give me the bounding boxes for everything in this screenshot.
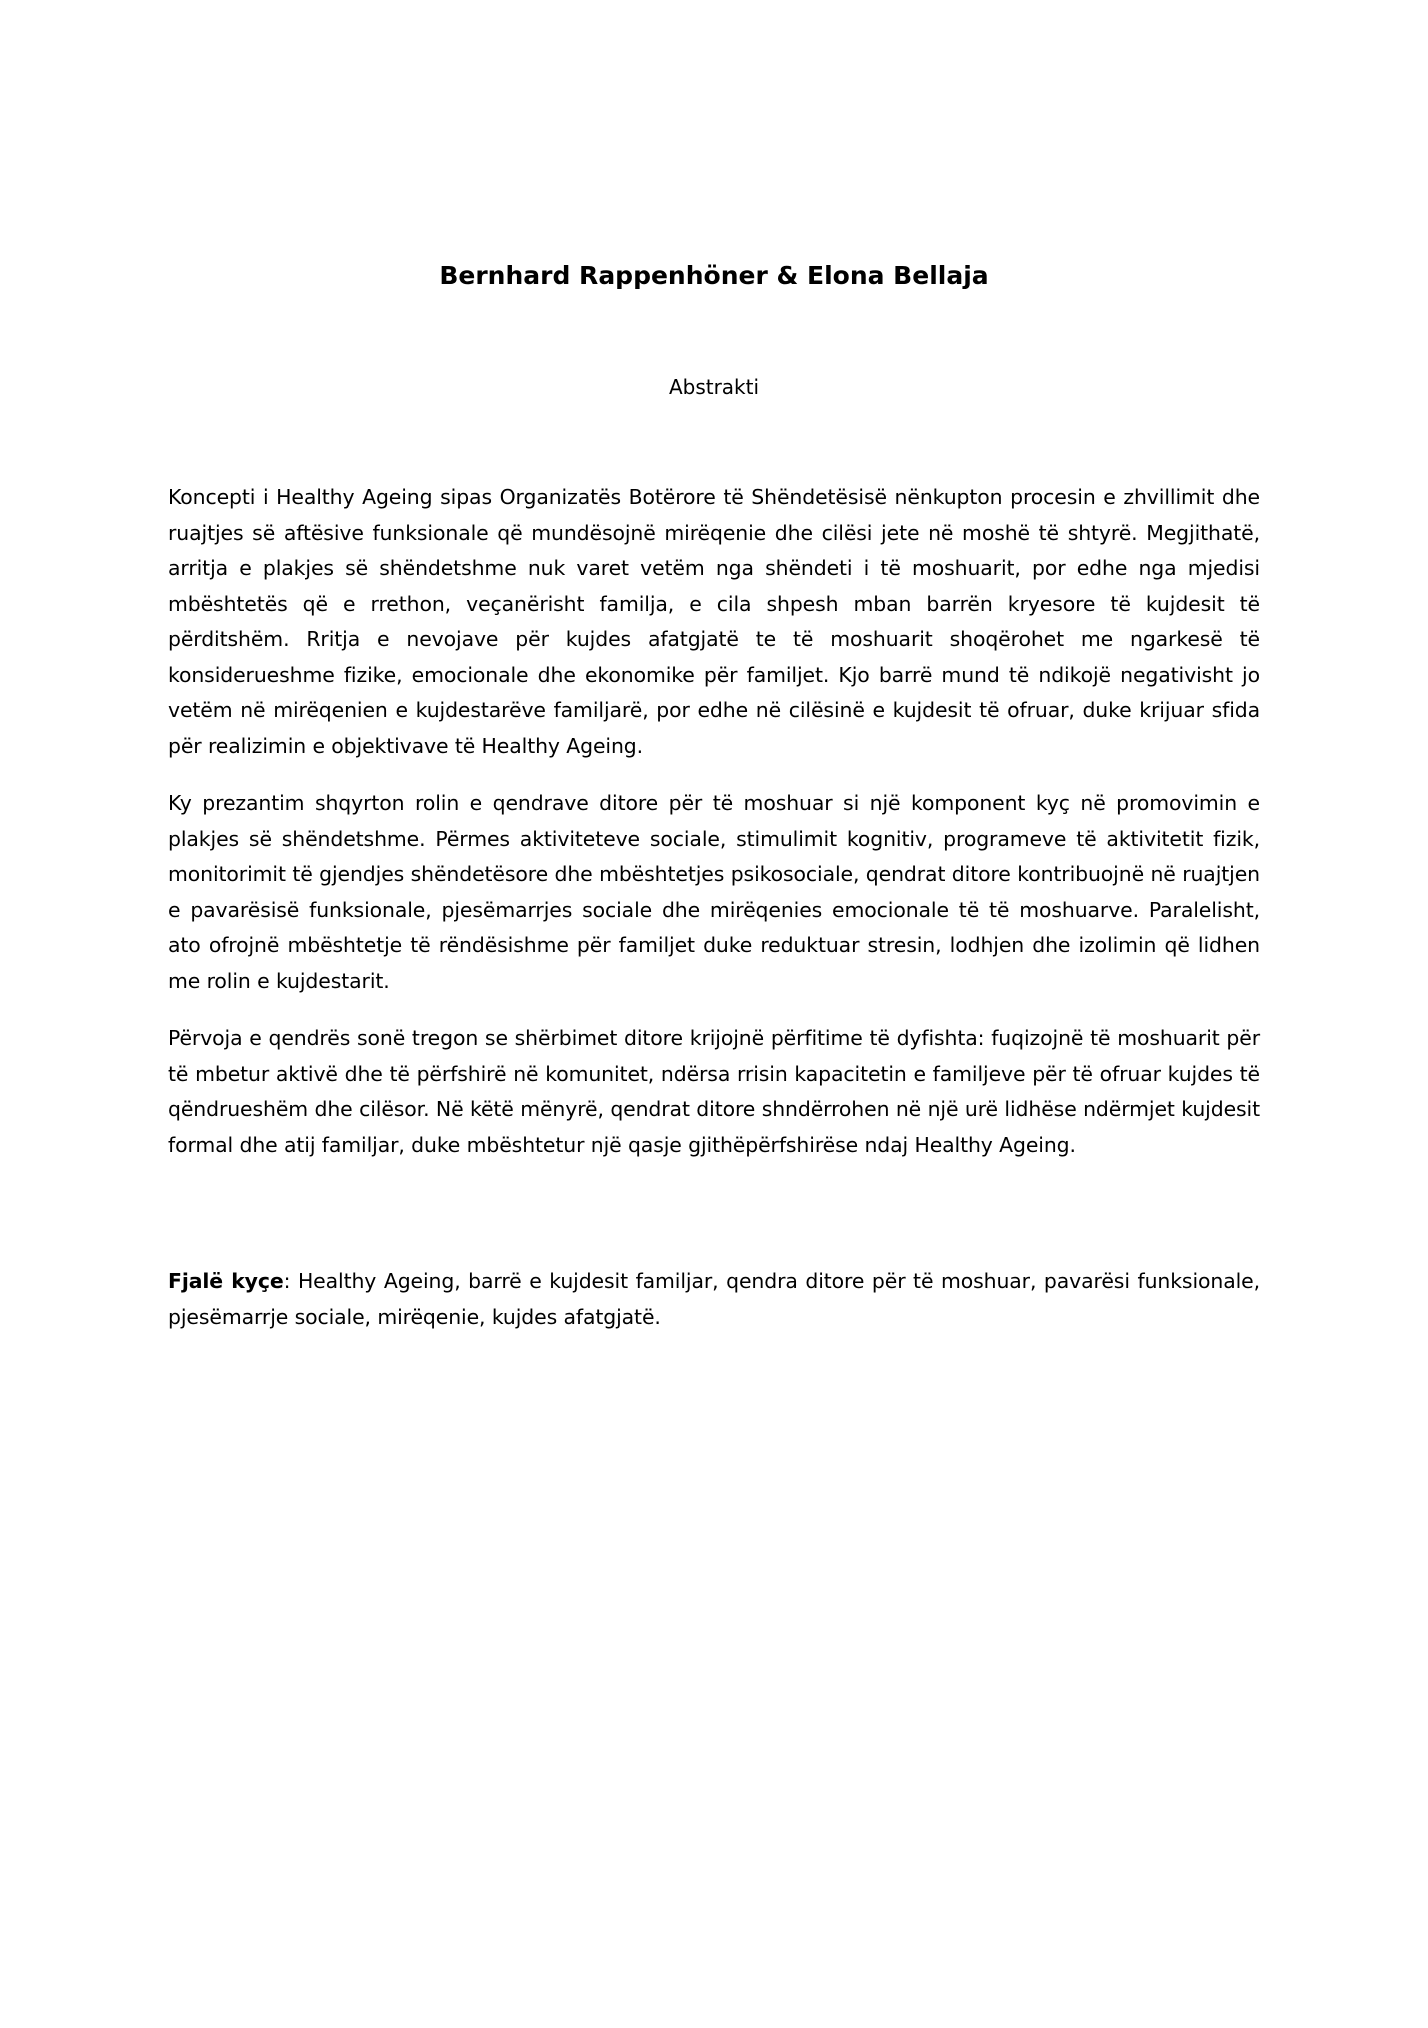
abstract-paragraph-3: Përvoja e qendrës sonë tregon se shërbimet ditore krijojnë përfitime të dyfishta: fuqizojnë të moshuarit për të mbetur aktivë dhe të përfshirë në komunitet, ndërsa rrisin kapacitetin e familjeve për të ofruar kujdes të qëndrueshëm dhe cilësor. Në këtë mënyrë, qendrat ditore shndërrohen në një urë lidhëse ndërmjet kujdesit formal dhe atij familjar, duke mbështetur një qasje gjithëpërfshirëse ndaj Healthy Ageing. [168, 1026, 1260, 1157]
keywords-label: Fjalë kyçe [168, 1269, 284, 1293]
keywords [168, 1264, 1260, 1335]
keywords-separator: : [283, 1269, 291, 1293]
abstract-paragraph-2: Ky prezantim shqyrton rolin e qendrave ditore për të moshuar si një komponent kyç në promovimin e plakjes së shëndetshme. Përmes aktiviteteve sociale, stimulimit kognitiv, programeve të aktivitetit fizik, monitorimit të gjendjes shëndetësore dhe mbështetjes psikosociale, qendrat ditore kontribuojnë në ruajtjen e pavarësisë funksionale, pjesëmarrjes sociale dhe mirëqenies emocionale të të moshuarve. Paralelisht, ato ofrojnë mbështetje të rëndësishme për familjet duke reduktuar stresin, lodhjen dhe izolimin që lidhen me rolin e kujdestarit. [168, 791, 1260, 993]
abstract-paragraph-1: Koncepti i Healthy Ageing sipas Organizatës Botërore të Shëndetësisë nënkupton procesin e zhvillimit dhe ruajtjes së aftësive funksionale që mundësojnë mirëqenie dhe cilësi jete në moshë të shtyrë. Megjithatë, arritja e plakjes së shëndetshme nuk varet vetëm nga shëndeti i të moshuarit, por edhe nga mjedisi mbështetës që e rrethon, veçanërisht familja, e cila shpesh mban barrën kryesore të kujdesit të përditshëm. Rritja e nevojave për kujdes afatgjatë te të moshuarit shoqërohet me ngarkesë të konsiderueshme fizike, emocionale dhe ekonomike për familjet. Kjo barrë mund të ndikojë negativisht jo vetëm në mirëqenien e kujdestarëve familjarë, por edhe në cilësinë e kujdesit të ofruar, duke krijuar sfida për realizimin e objektivave të Healthy Ageing. [168, 485, 1260, 758]
author-names: Bernhard Rappenhöner & Elona Bellaja [439, 261, 989, 290]
abstract-heading: Abstrakti [668, 375, 760, 399]
abstract-body [168, 480, 1260, 1185]
keywords-list: Healthy Ageing, barrë e kujdesit familjar, qendra ditore për të moshuar, pavarësi funksionale, pjesëmarrje sociale, mirëqenie, kujdes afatgjatë. [168, 1269, 1260, 1329]
